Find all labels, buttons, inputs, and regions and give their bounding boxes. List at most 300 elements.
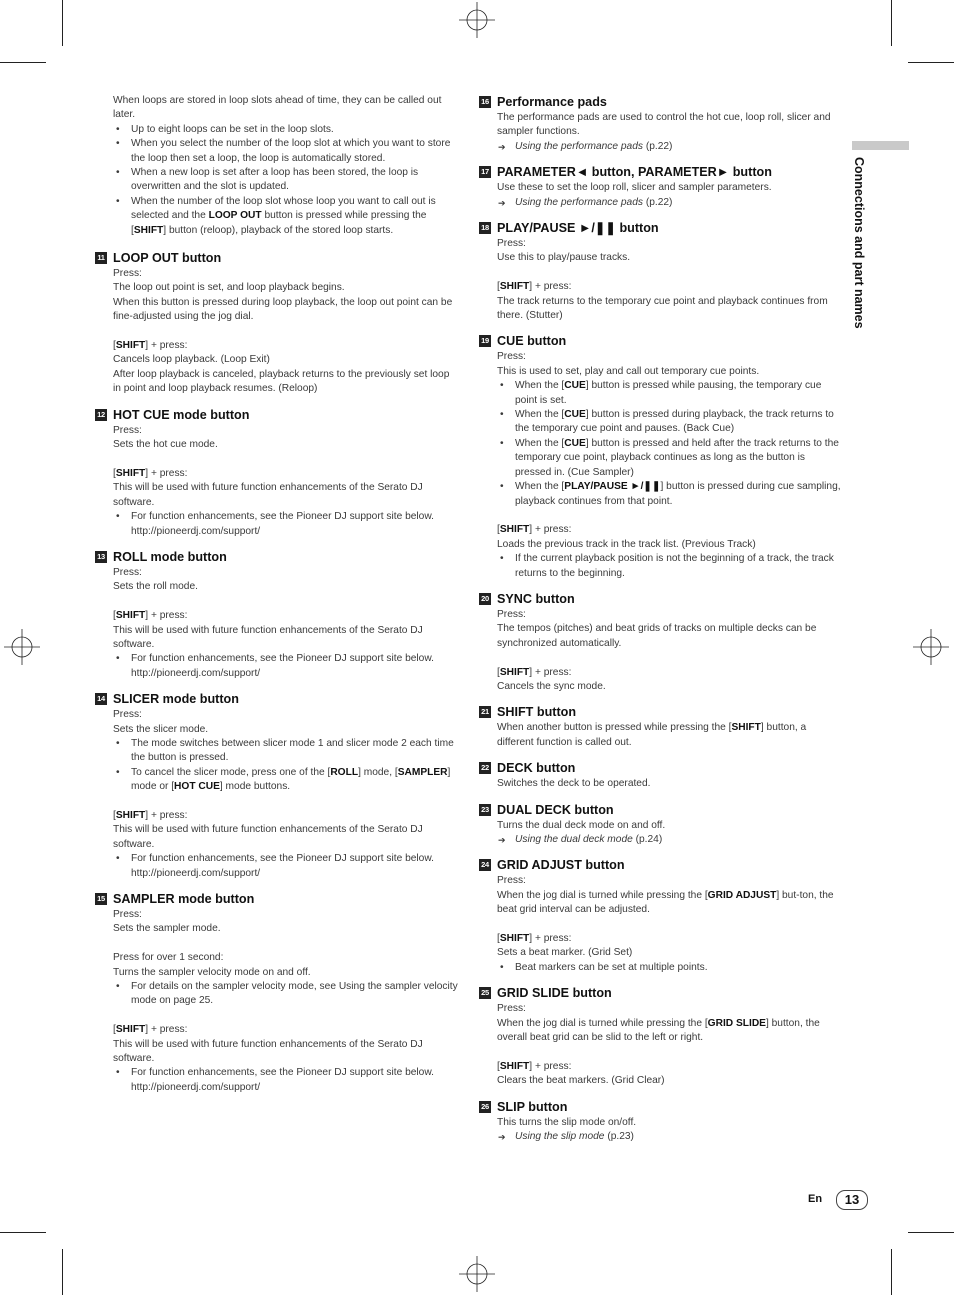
text-run: Press: bbox=[497, 238, 526, 250]
registration-mark-icon bbox=[4, 629, 40, 665]
text-run: When the jog dial is turned while pressing the [ bbox=[497, 889, 708, 901]
text-run: Press: bbox=[497, 351, 526, 363]
text-run: ] button is pressed during cue sampling, playback continues from that point. bbox=[515, 481, 841, 507]
text-run: If the current playback position is not the beginning of a track, the track returns to the beginning. bbox=[515, 553, 834, 579]
section-title: Performance pads bbox=[497, 95, 607, 109]
text-run: button is pressed while pressing the [ bbox=[131, 210, 427, 236]
text-run: When the [ bbox=[515, 409, 565, 421]
text-run: The tempos (pitches) and beat grids of tracks on multiple decks can be synchronized automatically. bbox=[497, 623, 817, 649]
text-run: Press: bbox=[497, 875, 526, 887]
reference-title: Using the performance pads bbox=[515, 196, 643, 208]
text-run: ] button is pressed and held after the track returns to the temporary cue point, playback continues as long as the button is pressed in. (Cue Sampler) bbox=[515, 437, 839, 478]
text-run: When loops are stored in loop slots ahead of time, they can be called out later. bbox=[113, 95, 442, 121]
paragraph bbox=[113, 267, 458, 281]
left-column bbox=[97, 94, 458, 1105]
text-run: The mode switches between slicer mode 1 and slicer mode 2 each time the button is pressed. bbox=[131, 737, 454, 764]
page-number: 13 bbox=[836, 1190, 868, 1210]
spacer bbox=[113, 795, 458, 809]
text-run: This will be used with future function enhancements of the Serato DJ software. bbox=[113, 1038, 423, 1065]
section-heading bbox=[481, 94, 842, 110]
paragraph bbox=[113, 1023, 458, 1037]
section-title: SHIFT button bbox=[497, 705, 577, 720]
bullet-item bbox=[497, 408, 842, 437]
paragraph bbox=[497, 1017, 842, 1046]
paragraph bbox=[497, 1002, 842, 1016]
bullet-item bbox=[113, 195, 458, 238]
text-run: This is used to set, play and call out temporary cue points. bbox=[497, 365, 760, 377]
paragraph bbox=[113, 609, 458, 623]
number-badge-icon: 19 bbox=[479, 335, 491, 347]
paragraph bbox=[113, 823, 458, 852]
section-heading bbox=[481, 220, 842, 236]
reference-arrow-icon: ➔ bbox=[498, 834, 506, 845]
section-title: SYNC button bbox=[497, 591, 575, 606]
paragraph bbox=[113, 966, 458, 980]
spacer bbox=[113, 1009, 458, 1023]
section-heading bbox=[481, 985, 842, 1001]
number-badge-icon: 11 bbox=[95, 252, 107, 264]
number-badge-icon: 16 bbox=[479, 96, 491, 108]
keyword: SHIFT bbox=[115, 1024, 146, 1036]
text-run: ] + press: bbox=[145, 1024, 188, 1036]
section-heading bbox=[481, 760, 842, 776]
paragraph bbox=[497, 280, 842, 294]
crop-mark bbox=[908, 62, 954, 63]
reference-title: Using the dual deck mode bbox=[515, 833, 633, 845]
section bbox=[481, 802, 842, 848]
paragraph bbox=[113, 580, 458, 594]
keyword: CUE bbox=[564, 380, 586, 392]
text-run: When a new loop is set after a loop has been stored, the loop is overwritten and the slot is updated. bbox=[131, 167, 419, 193]
text-run: When the [ bbox=[515, 380, 565, 392]
paragraph bbox=[497, 365, 842, 379]
number-badge-icon: 14 bbox=[95, 693, 107, 705]
text-run: (p.23) bbox=[604, 1131, 634, 1143]
section-heading bbox=[481, 591, 842, 607]
keyword: CUE bbox=[564, 437, 586, 449]
text-run: For function enhancements, see the Pioneer DJ support site below. bbox=[131, 1067, 434, 1079]
bullet-item bbox=[113, 1066, 458, 1080]
spacer bbox=[497, 918, 842, 932]
bullet-item bbox=[113, 737, 458, 766]
right-column bbox=[481, 94, 842, 1154]
text-run: When the number of the loop slot whose loop you want to call out is selected and the bbox=[131, 195, 436, 222]
reference-title: Using the sampler velocity mode bbox=[131, 981, 458, 1007]
keyword: SHIFT bbox=[115, 467, 146, 479]
section-title: ROLL mode button bbox=[113, 549, 227, 564]
section-heading bbox=[481, 857, 842, 873]
cross-reference bbox=[497, 196, 842, 210]
text-run: For details on the sampler velocity mode, see bbox=[131, 981, 339, 993]
text-run: [ bbox=[497, 666, 500, 678]
paragraph bbox=[497, 1074, 842, 1088]
paragraph bbox=[113, 1038, 458, 1067]
text-run: Press: bbox=[497, 1003, 526, 1015]
registration-mark-icon bbox=[459, 1256, 495, 1292]
keyword: SHIFT bbox=[499, 1060, 530, 1072]
section-heading bbox=[481, 164, 842, 180]
text-run: (p.22) bbox=[642, 140, 673, 152]
bullet-item bbox=[497, 552, 842, 581]
paragraph bbox=[113, 708, 458, 722]
text-run: ] + press: bbox=[145, 467, 188, 479]
number-badge-icon: 22 bbox=[479, 762, 491, 774]
text-run: ] mode or [ bbox=[131, 766, 451, 793]
paragraph bbox=[497, 889, 842, 918]
keyword: SHIFT bbox=[115, 810, 146, 821]
text-run: Sets the roll mode. bbox=[113, 581, 198, 593]
paragraph bbox=[497, 523, 842, 537]
paragraph bbox=[497, 111, 842, 140]
section bbox=[481, 333, 842, 580]
text-run: Use this to play/pause tracks. bbox=[497, 252, 631, 264]
text-run: This will be used with future function enhancements of the Serato DJ software. bbox=[113, 624, 423, 650]
text-run: For function enhancements, see the Pioneer DJ support site below. bbox=[131, 653, 434, 665]
section-title: DUAL DECK button bbox=[497, 802, 614, 817]
text-run: The loop out point is set, and loop playback begins. bbox=[113, 282, 345, 294]
url-text bbox=[113, 867, 458, 881]
text-run: Loads the previous track in the track list. (Previous Track) bbox=[497, 538, 756, 550]
registration-mark-icon bbox=[459, 2, 495, 38]
text-run: [ bbox=[113, 610, 116, 622]
paragraph bbox=[497, 932, 842, 946]
bullet-item bbox=[113, 123, 458, 137]
text-run: Turns the sampler velocity mode on and off. bbox=[113, 966, 311, 978]
bullet-item bbox=[497, 437, 842, 480]
section-heading bbox=[481, 1099, 842, 1115]
text-run: This turns the slip mode on/off. bbox=[497, 1116, 637, 1128]
paragraph bbox=[497, 181, 842, 195]
number-badge-icon: 13 bbox=[95, 551, 107, 563]
text-run: [ bbox=[113, 467, 116, 479]
text-run: Beat markers can be set at multiple points. bbox=[515, 961, 708, 973]
paragraph bbox=[497, 819, 842, 833]
reference-title: Using the slip mode bbox=[515, 1131, 605, 1143]
keyword: GRID SLIDE bbox=[707, 1017, 766, 1029]
keyword: CUE bbox=[564, 409, 586, 421]
number-badge-icon: 17 bbox=[479, 166, 491, 178]
paragraph bbox=[113, 368, 458, 397]
text-run: ] + press: bbox=[529, 1060, 572, 1072]
text-run: Press for over 1 second: bbox=[113, 952, 224, 964]
keyword: LOOP OUT bbox=[208, 210, 262, 222]
text-run: (p.24) bbox=[632, 833, 663, 845]
text-run: http://pioneerdj.com/support/ bbox=[131, 525, 261, 537]
reference-title: Using the performance pads bbox=[515, 140, 643, 152]
section bbox=[97, 691, 458, 881]
section-heading bbox=[97, 250, 458, 266]
reference-arrow-icon: ➔ bbox=[498, 141, 506, 152]
paragraph bbox=[497, 237, 842, 251]
paragraph bbox=[113, 424, 458, 438]
bullet-item bbox=[113, 766, 458, 795]
section bbox=[97, 891, 458, 1095]
keyword: SHIFT bbox=[499, 524, 530, 536]
text-run: [ bbox=[497, 933, 500, 944]
keyword: PLAY/PAUSE ►/❚❚ bbox=[564, 481, 661, 493]
text-run: Press: bbox=[497, 608, 526, 620]
text-run: Cancels loop playback. (Loop Exit) bbox=[113, 354, 270, 366]
cross-reference bbox=[497, 140, 842, 154]
number-badge-icon: 25 bbox=[479, 987, 491, 999]
text-run: [ bbox=[113, 810, 116, 821]
text-run: http://pioneerdj.com/support/ bbox=[131, 667, 261, 679]
text-run: ] + press: bbox=[145, 810, 188, 821]
bullet-item bbox=[113, 652, 458, 666]
paragraph bbox=[113, 566, 458, 580]
paragraph bbox=[113, 296, 458, 325]
reference-arrow-icon: ➔ bbox=[498, 1132, 506, 1143]
section-title: LOOP OUT button bbox=[113, 251, 222, 266]
keyword: SHIFT bbox=[115, 340, 146, 352]
paragraph bbox=[113, 281, 458, 295]
number-badge-icon: 23 bbox=[479, 804, 491, 816]
text-run: Switches the deck to be operated. bbox=[497, 778, 651, 790]
text-run: Cancels the sync mode. bbox=[497, 680, 606, 692]
keyword: SHIFT bbox=[499, 933, 530, 944]
spacer bbox=[113, 453, 458, 467]
section-title: PARAMETER◄ button, PARAMETER► button bbox=[497, 165, 772, 180]
crop-mark bbox=[62, 0, 63, 46]
section-heading bbox=[97, 549, 458, 565]
paragraph bbox=[113, 723, 458, 737]
section bbox=[481, 220, 842, 323]
text-run: When the [ bbox=[515, 437, 565, 449]
text-run: The performance pads are used to control the hot cue, loop roll, slicer and sampler functions. bbox=[497, 112, 831, 138]
registration-mark-icon bbox=[913, 629, 949, 665]
paragraph bbox=[113, 94, 458, 123]
text-run: Use these to set the loop roll, slicer and sampler parameters. bbox=[497, 182, 772, 194]
paragraph bbox=[113, 438, 458, 452]
section-title: SLIP button bbox=[497, 1099, 568, 1114]
spacer bbox=[497, 266, 842, 280]
intro-section bbox=[113, 94, 458, 238]
text-run: [ bbox=[113, 340, 116, 352]
text-run: Up to eight loops can be set in the loop slots. bbox=[131, 123, 334, 135]
reference-arrow-icon: ➔ bbox=[498, 197, 506, 208]
side-title-text: Connections and part names bbox=[852, 157, 866, 329]
text-run: Press: bbox=[113, 566, 142, 578]
paragraph bbox=[113, 951, 458, 965]
text-run: To cancel the slicer mode, press one of the [ bbox=[131, 766, 331, 778]
text-run: Sets the hot cue mode. bbox=[113, 439, 218, 451]
text-run: The track returns to the temporary cue point and playback continues from there. (Stutter) bbox=[497, 295, 828, 322]
text-run: Clears the beat markers. (Grid Clear) bbox=[497, 1075, 665, 1087]
text-run: ] + press: bbox=[529, 281, 572, 293]
section-title: SLICER mode button bbox=[113, 692, 239, 707]
footer-language: En bbox=[808, 1193, 823, 1205]
keyword: GRID ADJUST bbox=[707, 889, 777, 901]
keyword: SHIFT bbox=[731, 722, 761, 734]
section-title: HOT CUE mode button bbox=[113, 407, 250, 422]
text-run: Turns the dual deck mode on and off. bbox=[497, 819, 666, 831]
section-heading bbox=[97, 691, 458, 707]
paragraph bbox=[497, 608, 842, 622]
paragraph bbox=[113, 922, 458, 936]
paragraph bbox=[497, 777, 842, 791]
text-run: ] + press: bbox=[529, 524, 572, 536]
bullet-item bbox=[113, 137, 458, 166]
text-run: ] + press: bbox=[529, 933, 572, 944]
paragraph bbox=[497, 874, 842, 888]
section bbox=[481, 164, 842, 210]
keyword: ROLL bbox=[330, 766, 359, 778]
paragraph bbox=[497, 946, 842, 960]
crop-mark bbox=[891, 0, 892, 46]
text-run: [ bbox=[497, 524, 500, 536]
section-title: DECK button bbox=[497, 761, 576, 776]
text-run: This will be used with future function enhancements of the Serato DJ software. bbox=[113, 824, 423, 850]
paragraph bbox=[497, 666, 842, 680]
bullet-item bbox=[497, 961, 842, 975]
number-badge-icon: 18 bbox=[479, 222, 491, 234]
number-badge-icon: 20 bbox=[479, 593, 491, 605]
paragraph bbox=[497, 1060, 842, 1074]
url-text bbox=[113, 1081, 458, 1095]
cross-reference bbox=[497, 1130, 842, 1144]
text-run: When you select the number of the loop slot at which you want to store the loop then set a loop, the loop is automatically stored. bbox=[131, 138, 451, 164]
spacer bbox=[497, 1045, 842, 1059]
text-run: Press: bbox=[113, 909, 142, 921]
url-text bbox=[113, 667, 458, 681]
section-title: SAMPLER mode button bbox=[113, 892, 255, 907]
text-run: When this button is pressed during loop playback, the loop out point can be fine-adjusted using the jog dial. bbox=[113, 296, 453, 323]
keyword: SAMPLER bbox=[397, 766, 448, 778]
text-run: For function enhancements, see the Pioneer DJ support site below. bbox=[131, 511, 434, 523]
text-run: For function enhancements, see the Pioneer DJ support site below. bbox=[131, 853, 434, 865]
text-run: ] + press: bbox=[145, 340, 188, 352]
section bbox=[481, 1099, 842, 1145]
paragraph bbox=[113, 339, 458, 353]
number-badge-icon: 12 bbox=[95, 409, 107, 421]
text-run: ] button is pressed while pausing, the temporary cue point is set. bbox=[515, 380, 822, 406]
paragraph bbox=[113, 467, 458, 481]
text-run: After loop playback is canceled, playback returns to the previously set loop in point and loop playback resumes. (Reloop) bbox=[113, 368, 450, 395]
paragraph bbox=[497, 1116, 842, 1130]
text-run: Sets the slicer mode. bbox=[113, 723, 209, 735]
text-run: ] button (reloop), playback of the stored loop starts. bbox=[163, 224, 394, 236]
paragraph bbox=[497, 538, 842, 552]
paragraph bbox=[497, 680, 842, 694]
section-title: GRID ADJUST button bbox=[497, 858, 625, 873]
keyword: SHIFT bbox=[499, 281, 530, 293]
section-heading bbox=[481, 704, 842, 720]
text-run: Sets the sampler mode. bbox=[113, 923, 221, 935]
section-heading bbox=[97, 891, 458, 907]
text-run: ] button, a different function is called out. bbox=[497, 722, 807, 748]
text-run: http://pioneerdj.com/support/ bbox=[131, 867, 261, 879]
bullet-item bbox=[497, 379, 842, 408]
spacer bbox=[113, 325, 458, 339]
section bbox=[97, 549, 458, 681]
text-run: Press: bbox=[113, 709, 142, 721]
text-run: ] button, the overall beat grid can be slid to the left or right. bbox=[497, 1017, 820, 1044]
text-run: [ bbox=[497, 1060, 500, 1072]
number-badge-icon: 26 bbox=[479, 1101, 491, 1113]
text-run: Sets a beat marker. (Grid Set) bbox=[497, 947, 633, 959]
section-title: GRID SLIDE button bbox=[497, 986, 612, 1001]
text-run: on page 25. bbox=[156, 995, 214, 1007]
section-title: CUE button bbox=[497, 334, 567, 349]
text-run: When the jog dial is turned while pressing the [ bbox=[497, 1017, 708, 1029]
bullet-item bbox=[113, 852, 458, 866]
bullet-item bbox=[113, 980, 458, 1009]
section bbox=[481, 985, 842, 1088]
paragraph bbox=[113, 624, 458, 653]
paragraph bbox=[497, 622, 842, 651]
spacer bbox=[113, 937, 458, 951]
paragraph bbox=[113, 353, 458, 367]
number-badge-icon: 15 bbox=[95, 893, 107, 905]
section bbox=[481, 857, 842, 975]
text-run: ] + press: bbox=[145, 610, 188, 622]
text-run: [ bbox=[113, 1024, 116, 1036]
paragraph bbox=[497, 295, 842, 324]
crop-mark bbox=[0, 1232, 46, 1233]
keyword: SHIFT bbox=[133, 224, 164, 236]
section bbox=[481, 704, 842, 750]
number-badge-icon: 24 bbox=[479, 859, 491, 871]
paragraph bbox=[497, 350, 842, 364]
url-text bbox=[113, 525, 458, 539]
spacer bbox=[113, 595, 458, 609]
section-heading bbox=[481, 333, 842, 349]
section bbox=[481, 760, 842, 791]
side-tab bbox=[852, 141, 909, 150]
paragraph bbox=[497, 251, 842, 265]
paragraph bbox=[113, 809, 458, 823]
section bbox=[481, 591, 842, 694]
text-run: http://pioneerdj.com/support/ bbox=[131, 1081, 261, 1093]
text-run: This will be used with future function enhancements of the Serato DJ software. bbox=[113, 482, 423, 508]
text-run: Press: bbox=[113, 268, 142, 280]
section-title: PLAY/PAUSE ►/❚❚ button bbox=[497, 221, 659, 236]
keyword: SHIFT bbox=[499, 666, 530, 678]
crop-mark bbox=[891, 1249, 892, 1295]
text-run: [ bbox=[497, 281, 500, 293]
crop-mark bbox=[62, 1249, 63, 1295]
bullet-item bbox=[113, 510, 458, 524]
bullet-item bbox=[113, 166, 458, 195]
spacer bbox=[497, 509, 842, 523]
paragraph bbox=[113, 481, 458, 510]
text-run: ] + press: bbox=[529, 666, 572, 678]
text-run: (p.22) bbox=[642, 196, 673, 208]
section-heading bbox=[97, 407, 458, 423]
keyword: HOT CUE bbox=[174, 781, 220, 793]
bullet-item bbox=[497, 480, 842, 509]
text-run: Press: bbox=[113, 424, 142, 436]
section bbox=[97, 407, 458, 539]
text-run: ] but-ton, the beat grid interval can be adjusted. bbox=[497, 889, 834, 916]
crop-mark bbox=[0, 62, 46, 63]
section bbox=[97, 250, 458, 397]
spacer bbox=[497, 651, 842, 665]
text-run: When another button is pressed while pressing the [ bbox=[497, 722, 732, 734]
keyword: SHIFT bbox=[115, 610, 146, 622]
side-title bbox=[852, 157, 868, 357]
text-run: ] button is pressed during playback, the track returns to the temporary cue point and pauses. (Back Cue) bbox=[515, 409, 834, 435]
section bbox=[481, 94, 842, 154]
paragraph bbox=[113, 908, 458, 922]
text-run: When the [ bbox=[515, 481, 565, 493]
crop-mark bbox=[908, 1232, 954, 1233]
number-badge-icon: 21 bbox=[479, 706, 491, 718]
cross-reference bbox=[497, 833, 842, 847]
section-heading bbox=[481, 802, 842, 818]
text-run: ] mode buttons. bbox=[219, 781, 291, 793]
paragraph bbox=[497, 721, 842, 750]
